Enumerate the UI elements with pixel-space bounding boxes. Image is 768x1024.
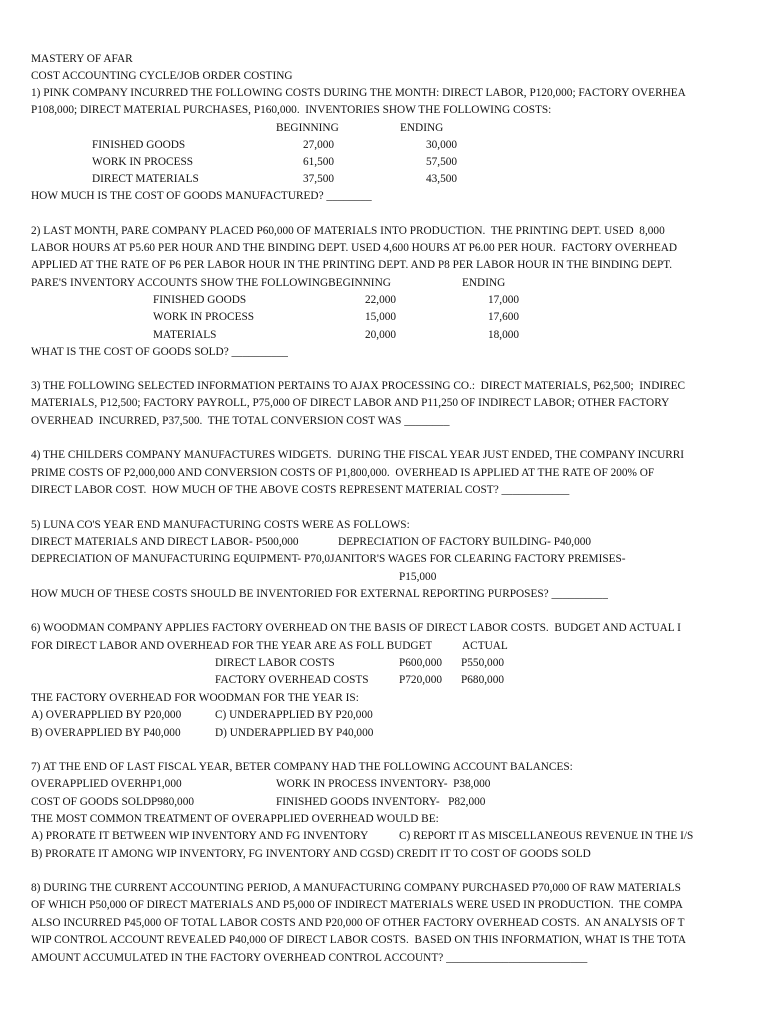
q2-row-label: FINISHED GOODS <box>153 294 247 306</box>
q8-text-line: WIP CONTROL ACCOUNT REVEALED P40,000 OF DIRECT LABOR COSTS. BASED ON THIS INFORMATION, WHAT IS THE TOTA <box>31 934 686 946</box>
q8-text-line: 8) DURING THE CURRENT ACCOUNTING PERIOD, A MANUFACTURING COMPANY PURCHASED P70,000 OF RAW MATERIALS <box>31 882 681 894</box>
q5-text-line: DIRECT MATERIALS AND DIRECT LABOR- P500,000 <box>31 536 299 548</box>
q3-text-line: OVERHEAD INCURRED, P37,500. THE TOTAL CONVERSION COST WAS ________ <box>31 415 450 427</box>
q6-choice-d: D) UNDERAPPLIED BY P40,000 <box>215 727 374 739</box>
q7-balance: FINISHED GOODS INVENTORY- P82,000 <box>276 796 486 808</box>
q7-choice-a: A) PRORATE IT BETWEEN WIP INVENTORY AND FG INVENTORY <box>31 830 369 842</box>
q4-text-line: DIRECT LABOR COST. HOW MUCH OF THE ABOVE COSTS REPRESENT MATERIAL COST? ____________ <box>31 484 570 496</box>
q1-question: HOW MUCH IS THE COST OF GOODS MANUFACTURED? ________ <box>31 190 372 202</box>
q2-question: WHAT IS THE COST OF GOODS SOLD? __________ <box>31 346 289 358</box>
q5-text-line: 5) LUNA CO'S YEAR END MANUFACTURING COSTS WERE AS FOLLOWS: <box>31 519 410 531</box>
q5-text-line: DEPRECIATION OF MANUFACTURING EQUIPMENT- P70,0JANITOR'S WAGES FOR CLEARING FACTORY PREMISES- <box>31 553 626 565</box>
q6-choice-b: B) OVERAPPLIED BY P40,000 <box>31 727 181 739</box>
q6-text-line: 6) WOODMAN COMPANY APPLIES FACTORY OVERHEAD ON THE BASIS OF DIRECT LABOR COSTS. BUDGET AND ACTUAL I <box>31 622 681 634</box>
q1-col-ending: ENDING <box>400 122 444 134</box>
q6-col-actual: ACTUAL <box>462 640 508 652</box>
q1-row-label: WORK IN PROCESS <box>92 156 194 168</box>
document-subtitle: COST ACCOUNTING CYCLE/JOB ORDER COSTING <box>31 70 293 82</box>
q8-question: AMOUNT ACCUMULATED IN THE FACTORY OVERHEAD CONTROL ACCOUNT? _________________________ <box>31 952 588 964</box>
q2-row-beginning: 22,000 <box>365 294 397 306</box>
q1-text-line: 1) PINK COMPANY INCURRED THE FOLLOWING COSTS DURING THE MONTH: DIRECT LABOR, P120,000; FACTORY OVERHEA <box>31 87 686 99</box>
q6-choice-a: A) OVERAPPLIED BY P20,000 <box>31 709 182 721</box>
q7-balance: WORK IN PROCESS INVENTORY- P38,000 <box>276 778 491 790</box>
q7-balance: COST OF GOODS SOLDP980,000 <box>31 796 194 808</box>
q2-row-beginning: 15,000 <box>365 311 397 323</box>
q2-row-ending: 18,000 <box>488 329 520 341</box>
q1-col-beginning: BEGINNING <box>276 122 339 134</box>
q1-row-label: DIRECT MATERIALS <box>92 173 199 185</box>
q2-row-beginning: 20,000 <box>365 329 397 341</box>
q8-text-line: ALSO INCURRED P45,000 OF TOTAL LABOR COSTS AND P20,000 OF OTHER FACTORY OVERHEAD COSTS. AN ANALYSIS OF T <box>31 917 685 929</box>
q7-balance: OVERAPPLIED OVERHP1,000 <box>31 778 182 790</box>
q6-row-budget: P600,000 <box>399 657 442 669</box>
q2-text-line: LABOR HOURS AT P5.60 PER HOUR AND THE BINDING DEPT. USED 4,600 HOURS AT P6.00 PER HOUR. FACTORY OVERHEAD <box>31 242 678 254</box>
q5-text-line: P15,000 <box>399 571 437 583</box>
q2-text-line: PARE'S INVENTORY ACCOUNTS SHOW THE FOLLOWINGBEGINNING <box>31 277 391 289</box>
q7-text-line: 7) AT THE END OF LAST FISCAL YEAR, BETER COMPANY HAD THE FOLLOWING ACCOUNT BALANCES: <box>31 761 573 773</box>
q6-row-label: DIRECT LABOR COSTS <box>215 657 335 669</box>
q7-choice-bd: B) PRORATE IT AMONG WIP INVENTORY, FG INVENTORY AND CGSD) CREDIT IT TO COST OF GOODS SOLD <box>31 848 591 860</box>
q7-choice-c: C) REPORT IT AS MISCELLANEOUS REVENUE IN THE I/S <box>399 830 694 842</box>
q1-row-beginning: 61,500 <box>303 156 335 168</box>
q1-row-ending: 43,500 <box>426 173 458 185</box>
q6-row-actual: P680,000 <box>461 674 504 686</box>
q1-row-beginning: 27,000 <box>303 139 335 151</box>
q3-text-line: MATERIALS, P12,500; FACTORY PAYROLL, P75,000 OF DIRECT LABOR AND P11,250 OF INDIRECT LABOR; OTHER FACTORY <box>31 397 670 409</box>
q7-question: THE MOST COMMON TREATMENT OF OVERAPPLIED OVERHEAD WOULD BE: <box>31 813 439 825</box>
q6-text-line: FOR DIRECT LABOR AND OVERHEAD FOR THE YEAR ARE AS FOLL BUDGET <box>31 640 433 652</box>
q6-row-budget: P720,000 <box>399 674 442 686</box>
q8-text-line: OF WHICH P50,000 OF DIRECT MATERIALS AND P5,000 OF INDIRECT MATERIALS WERE USED IN PRODUCTION. THE COMPA <box>31 899 683 911</box>
q1-row-ending: 30,000 <box>426 139 458 151</box>
q6-row-label: FACTORY OVERHEAD COSTS <box>215 674 369 686</box>
q6-row-actual: P550,000 <box>461 657 504 669</box>
q2-row-label: MATERIALS <box>153 329 217 341</box>
q1-row-label: FINISHED GOODS <box>92 139 186 151</box>
q2-text-line: 2) LAST MONTH, PARE COMPANY PLACED P60,000 OF MATERIALS INTO PRODUCTION. THE PRINTING DEPT. USED 8,000 <box>31 225 665 237</box>
q2-col-ending: ENDING <box>462 277 506 289</box>
document-title: MASTERY OF AFAR <box>31 53 133 65</box>
q1-text-line: P108,000; DIRECT MATERIAL PURCHASES, P160,000. INVENTORIES SHOW THE FOLLOWING COSTS: <box>31 104 552 116</box>
q6-choice-c: C) UNDERAPPLIED BY P20,000 <box>215 709 373 721</box>
q4-text-line: PRIME COSTS OF P2,000,000 AND CONVERSION COSTS OF P1,800,000. OVERHEAD IS APPLIED AT THE RATE OF 200% OF <box>31 467 655 479</box>
q1-row-ending: 57,500 <box>426 156 458 168</box>
q1-row-beginning: 37,500 <box>303 173 335 185</box>
q6-question: THE FACTORY OVERHEAD FOR WOODMAN FOR THE YEAR IS: <box>31 692 359 704</box>
q2-row-ending: 17,600 <box>488 311 520 323</box>
q2-row-label: WORK IN PROCESS <box>153 311 255 323</box>
q2-row-ending: 17,000 <box>488 294 520 306</box>
q3-text-line: 3) THE FOLLOWING SELECTED INFORMATION PERTAINS TO AJAX PROCESSING CO.: DIRECT MATERIALS, P62,500; INDIREC <box>31 380 686 392</box>
q5-text-line: DEPRECIATION OF FACTORY BUILDING- P40,000 <box>338 536 592 548</box>
q4-text-line: 4) THE CHILDERS COMPANY MANUFACTURES WIDGETS. DURING THE FISCAL YEAR JUST ENDED, THE COMPANY INCURRI <box>31 449 685 461</box>
q2-text-line: APPLIED AT THE RATE OF P6 PER LABOR HOUR IN THE PRINTING DEPT. AND P8 PER LABOR HOUR IN THE BINDING DEPT. <box>31 259 673 271</box>
q5-question: HOW MUCH OF THESE COSTS SHOULD BE INVENTORIED FOR EXTERNAL REPORTING PURPOSES? __________ <box>31 588 608 600</box>
